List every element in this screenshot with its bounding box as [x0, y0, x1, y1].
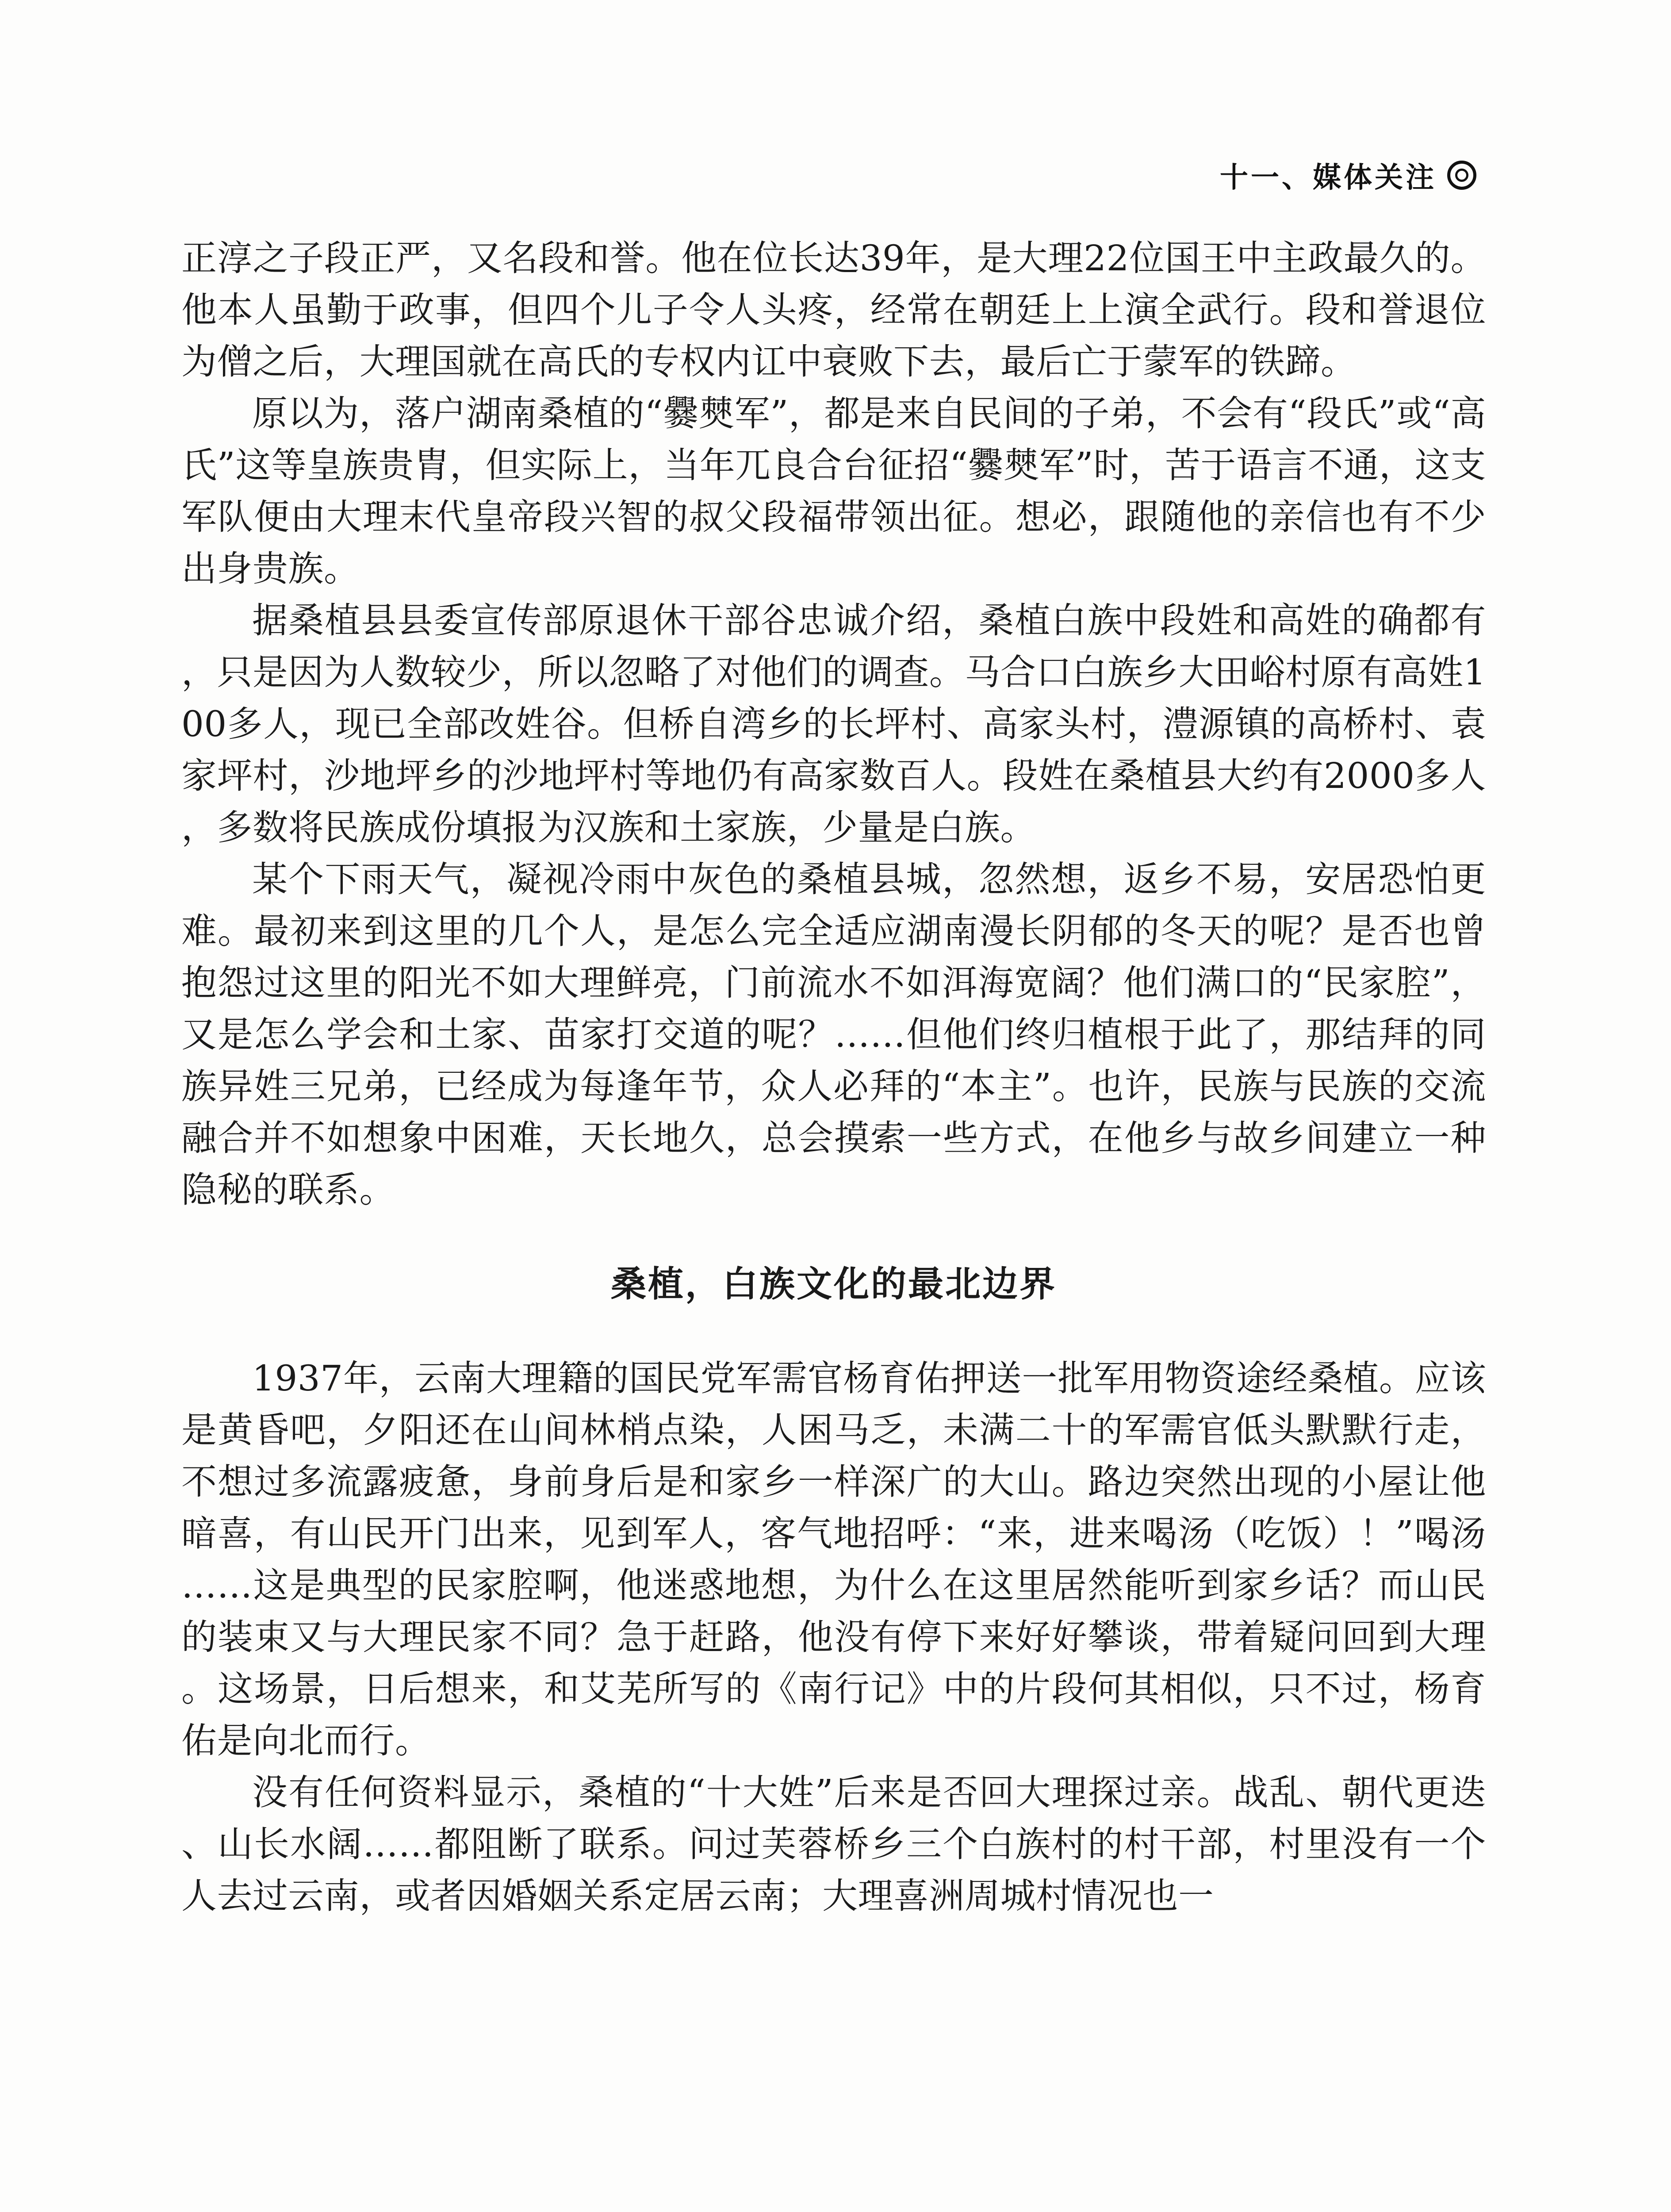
section-heading: 桑植，白族文化的最北边界 [611, 1263, 1057, 1305]
paragraph: 原以为，落户湖南桑植的“爨僰军”，都是来自民间的子弟，不会有“段氏”或“高氏”这等皇族贵胄，但实际上，当年兀良合台征招“爨僰军”时，苦于语言不通，这支军队便由大理末代皇帝段兴智的叔父段福带领出征。想必，跟随他的亲信也有不少出身贵族。 [181, 393, 1486, 589]
paragraph: 某个下雨天气，凝视冷雨中灰色的桑植县城，忽然想，返乡不易，安居恐怕更难。最初来到这里的几个人，是怎么完全适应湖南漫长阴郁的冬天的呢？是否也曾抱怨过这里的阳光不如大理鲜亮，门前流水不如洱海宽阔？他们满口的“民家腔”，又是怎么学会和土家、苗家打交道的呢？……但他们终归植根于此了，那结拜的同族异姓三兄弟，已经成为每逢年节，众人必拜的“本主”。也许，民族与民族的交流融合并不如想象中困难，天长地久，总会摸索一些方式，在他乡与故乡间建立一种隐秘的联系。 [181, 859, 1486, 1210]
double-circle-icon [1447, 161, 1476, 190]
paragraph: 1937年，云南大理籍的国民党军需官杨育佑押送一批军用物资途经桑植。应该是黄昏吧，夕阳还在山间林梢点染，人困马乏，未满二十的军需官低头默默行走，不想过多流露疲惫，身前身后是和家乡一样深广的大山。路边突然出现的小屋让他暗喜，有山民开门出来，见到军人，客气地招呼：“来，进来喝汤（吃饭）！”喝汤……这是典型的民家腔啊，他迷惑地想，为什么在这里居然能听到家乡话？而山民的装束又与大理民家不同？急于赶路，他没有停下来好好攀谈，带着疑问回到大理。这场景，日后想来，和艾芜所写的《南行记》中的片段何其相似，只不过，杨育佑是向北而行。 [181, 1358, 1486, 1761]
paragraph: 没有任何资料显示，桑植的“十大姓”后来是否回大理探过亲。战乱、朝代更迭、山长水阔……都阻断了联系。问过芙蓉桥乡三个白族村的村干部，村里没有一个人去过云南，或者因婚姻关系定居云南；大理喜洲周城村情况也一 [181, 1772, 1486, 1916]
chapter-title: 十一、媒体关注 [1220, 161, 1437, 194]
paragraph: 正淳之子段正严，又名段和誉。他在位长达39年，是大理22位国王中主政最久的。他本人虽勤于政事，但四个儿子令人头疼，经常在朝廷上上演全武行。段和誉退位为僧之后，大理国就在高氏的专权内讧中衰败下去，最后亡于蒙军的铁蹄。 [181, 238, 1486, 382]
running-header [1220, 155, 1476, 196]
paragraph: 据桑植县县委宣传部原退休干部谷忠诚介绍，桑植白族中段姓和高姓的确都有，只是因为人数较少，所以忽略了对他们的调查。马合口白族乡大田峪村原有高姓100多人，现已全部改姓谷。但桥自湾乡的长坪村、高家头村，澧源镇的高桥村、袁家坪村，沙地坪乡的沙地坪村等地仍有高家数百人。段姓在桑植县大约有2000多人，多数将民族成份填报为汉族和土家族，少量是白族。 [181, 600, 1486, 848]
body-text [181, 232, 1486, 1922]
